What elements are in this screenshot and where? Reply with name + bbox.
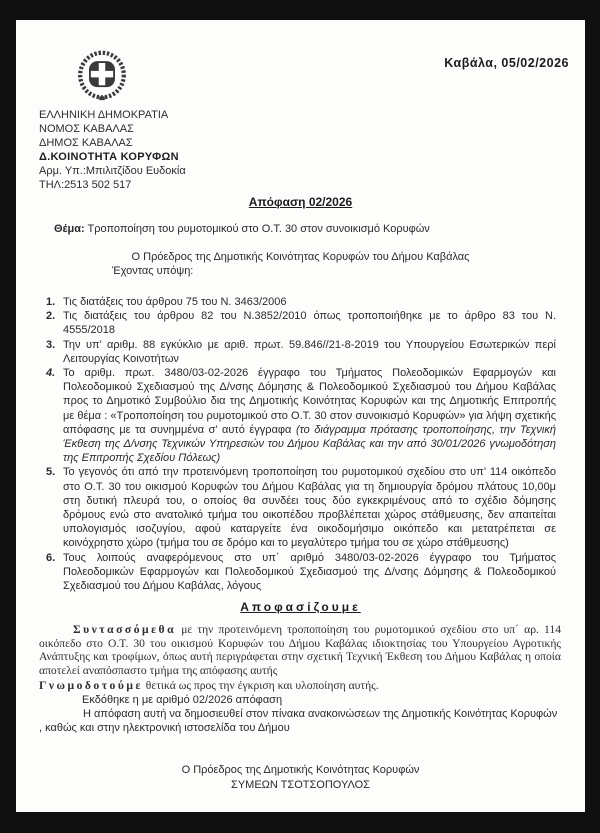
document-page (16, 20, 585, 812)
letterhead-municipality: ΔΗΜΟΣ ΚΑΒΑΛΑΣ (39, 137, 133, 149)
item-text: Τις διατάξεις του άρθρου 75 του Ν. 3463/2006 (63, 296, 287, 308)
list-item (16, 295, 556, 309)
list-item (16, 465, 556, 550)
issuance-line: Εκδόθηκε η με αριθμό 02/2026 απόφαση (82, 694, 283, 707)
item-number: 6. (46, 551, 56, 564)
preamble-president-line: Ο Πρόεδρος της Δημοτικής Κοινότητας Κορυφών του Δήμου Καβάλας (131, 251, 470, 263)
signature-name: ΣΥΜΕΩΝ ΤΣΟΤΣΟΠΟΥΛΟΣ (231, 778, 370, 791)
decision-title (16, 195, 585, 209)
signature-block (16, 763, 585, 792)
list-item (16, 338, 556, 366)
item-text (63, 366, 556, 465)
operative-opinion-text: θετικά ως προς την έγκριση και υλοποίηση αυτής. (142, 678, 379, 692)
coat-of-arms-icon (74, 50, 130, 102)
subject-text: Τροποποίηση του ρυμοτομικού στο Ο.Τ. 30 στον συνοικισμό Κορυφών (84, 223, 430, 235)
subject-line (54, 222, 557, 236)
subject-label: Θέμα: (54, 223, 85, 235)
list-item (16, 366, 556, 465)
decision-heading (16, 600, 585, 614)
operative-agree-text: με την προτεινόμενη τροποποίηση του ρυμοτομικού σχεδίου στο υπ΄ αρ. 114 οικόπεδο στο Ο.Τ. 30 του οικισμού Κορυφών του Δήμου Καβάλας ιδιοκτησίας του Υπουργείου Αγροτικής Ανάπτυξης και τροφίμων, όπως αυτή περιγράφεται στην σχετική Τεχνική Έκθεση του Δήμου Καβάλας η οποία αποτελεί αναπόσπαστο τμήμα της απόφασης αυτής (39, 623, 561, 678)
preamble-having-regard: Έχοντας υπόψη: (112, 265, 194, 277)
item-text: Τους λοιπούς αναφερόμενους στο υπ΄ αριθμό 3480/03-02-2026 έγγραφο του Τμήματος Πολεοδομικών Εφαρμογών και Πολεοδομικού Σχεδιασμού της Δ/νσης Δόμησης & Πολεοδομικού Σχεδιασμού του Δήμου Καβάλας, λόγους (63, 551, 556, 593)
item-number: 3. (46, 338, 56, 351)
item-text-italic: (το διάγραμμα πρότασης τροποποίησης, την Τεχνική Έκθεση της Δ/νσης Τεχνικών Υπηρεσιών του Δήμου Καβάλας και την από 30/01/2026 γνωμοδότηση της Επιτροπής Σχεδίου Πόλεως) (63, 423, 556, 465)
letterhead-phone: ΤΗΛ:2513 502 517 (39, 179, 132, 191)
decision-title-text: Απόφαση 02/2026 (248, 195, 353, 209)
item-number: 1. (46, 296, 56, 308)
letterhead-prefecture: ΝΟΜΟΣ ΚΑΒΑΛΑΣ (39, 123, 134, 135)
letterhead-community: Δ.ΚΟΙΝΟΤΗΤΑ ΚΟΡΥΦΩΝ (39, 151, 179, 163)
item-number: 5. (46, 466, 56, 479)
item-text: Τις διατάξεις του άρθρου 82 του Ν.3852/2010 όπως τροποποιήθηκε με το άρθρο 83 του Ν. 4555/2018 (63, 310, 556, 337)
item-text-normal: Το αριθμ. πρωτ. 3480/03-02-2026 έγγραφο του Τμήματος Πολεοδομικών Εφαρμογών και Πολεοδομικού Σχεδιασμού της Δ/νσης Δόμησης & Πολεοδομικού Σχεδιασμού του Δήμου Καβάλας προς το Δημοτικό Συμβούλιο δια της Δημοτικής Κοινότητας Κορυφών και της Δημοτικής Επιτροπής με θέμα : «Τροποποίηση του ρυμοτομικού στο Ο.Τ. 30 στον συνοικισμό Κορυφών» για λήψη σχετικής απόφασης με τα συνημμένα σ’ αυτό έγγραφα (63, 367, 556, 436)
letterhead-block (39, 108, 585, 192)
considerations-list (16, 295, 556, 593)
letterhead-republic: ΕΛΛΗΝΙΚΗ ΔΗΜΟΚΡΑΤΙΑ (39, 109, 169, 121)
item-text: Την υπ’ αριθμ. 88 εγκύκλιο με αριθ. πρωτ. 59.846//21-8-2019 του Υπουργείου Εσωτερικών περί Λειτουργίας Κοινοτήτων (63, 338, 556, 365)
item-number: 2. (46, 310, 56, 323)
list-item (16, 551, 556, 594)
signature-title: Ο Πρόεδρος της Δημοτικής Κοινότητας Κορυφών (181, 764, 420, 777)
item-number: 4. (46, 367, 56, 380)
operative-keyword-agree: Συντασσόμεθα (73, 623, 177, 637)
letterhead-officer: Αρμ. Υπ.:Μπιλιτζίδου Ευδοκία (39, 165, 186, 177)
publication-line: Η απόφαση αυτή να δημοσιευθεί στον πίνακα ανακοινώσεων της Δημοτικής Κοινότητας Κορυφών , καθώς και στην ηλεκτρονική ιστοσελίδα του Δήμου (39, 708, 558, 735)
date-line: Καβάλα, 05/02/2026 (444, 56, 569, 70)
item-text: Το γεγονός ότι από την προτεινόμενη τροποποίηση του ρυμοτομικού σχεδίου στο υπ’ 114 οικόπεδο στο Ο.Τ. 30 του οικισμού Κορυφών του Δήμου Καβάλας για τη δημιουργία δρόμου πλάτους 10,00μ στη δυτική πλευρά του, ο οποίος θα συνδέει τους δύο εγκεκριμένους από το σχέδιο δόμησης δρόμους ενώ στο ανατολικό τμήμα του οικοπέδου προβλέπεται χώρος στάθμευσης, δεν απαιτείται υπολογισμός ισοζυγίου, αφού καταργείτε ένα οικοδομήσιμο οικόπεδο και μετατρέπεται σε κοινόχρηστο χώρο (τμήμα του σε δρόμο και το μεγαλύτερο τμήμα του σε χώρο στάθμευσης) (63, 466, 556, 550)
operative-paragraph-opinion (39, 679, 561, 693)
operative-keyword-opinion: Γνωμοδοτούμε (39, 678, 143, 692)
list-item (16, 309, 556, 337)
operative-paragraph-agree (39, 623, 561, 677)
decision-heading-text: Αποφασίζουμε (240, 600, 361, 615)
